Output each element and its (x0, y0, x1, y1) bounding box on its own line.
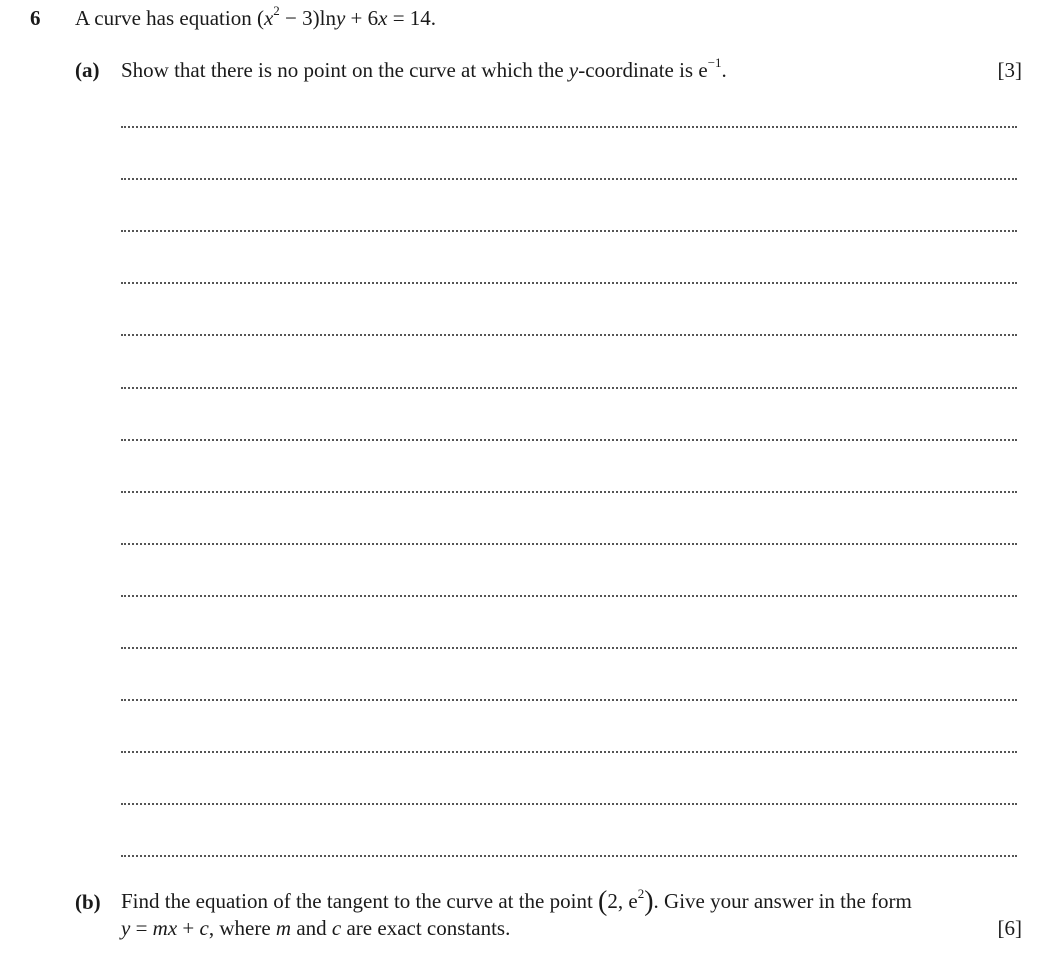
answer-line[interactable] (121, 543, 1017, 545)
answer-line[interactable] (121, 647, 1017, 649)
part-b-marks: [6] (997, 916, 1022, 940)
answer-line[interactable] (121, 387, 1017, 389)
part-a-marks: [3] (997, 58, 1022, 82)
answer-line[interactable] (121, 751, 1017, 753)
answer-line[interactable] (121, 699, 1017, 701)
part-b-label: (b) (75, 890, 101, 914)
question-number: 6 (30, 6, 41, 30)
stem-intro: A curve has equation (75, 6, 257, 30)
answer-line[interactable] (121, 803, 1017, 805)
part-a-label: (a) (75, 58, 100, 82)
answer-line[interactable] (121, 178, 1017, 180)
answer-line[interactable] (121, 439, 1017, 441)
answer-line[interactable] (121, 595, 1017, 597)
answer-line[interactable] (121, 126, 1017, 128)
part-a-text: Show that there is no point on the curve at which the y-coordinate is $e^{-1}$. (121, 55, 727, 82)
answer-line[interactable] (121, 855, 1017, 857)
answer-line[interactable] (121, 230, 1017, 232)
answer-line[interactable] (121, 491, 1017, 493)
part-b-line1: Find the equation of the tangent to the curve at the point (2, $e^2$). Give your answer in the form (121, 886, 912, 917)
answer-line[interactable] (121, 334, 1017, 336)
stem-math: $(x^2 - 3)\ln y + 6x = 14$. (256, 3, 437, 30)
question-stem (75, 3, 437, 31)
answer-line[interactable] (121, 282, 1017, 284)
part-b-line2: y = mx + c, where m and c are exact constants. (121, 916, 511, 940)
